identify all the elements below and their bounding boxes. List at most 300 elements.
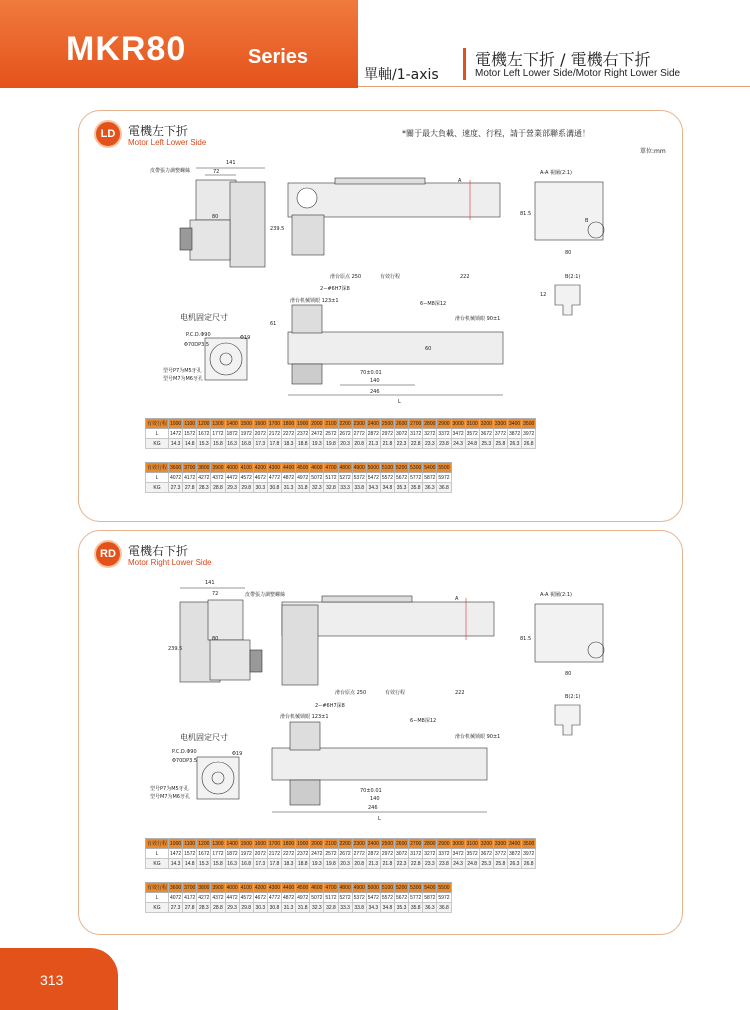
table-cell: 2000 <box>311 420 323 427</box>
table-cell: L <box>146 849 169 859</box>
dim-141: 141 <box>205 580 215 586</box>
table-cell: 有效行程 <box>146 883 169 893</box>
table-cell: 1672 <box>198 850 210 857</box>
label-model-p7: 型号P7为M5牙孔 <box>150 786 189 792</box>
table-cell: 29.3 <box>225 903 239 913</box>
table-cell: 17.8 <box>267 439 281 449</box>
table-cell: 33.8 <box>352 903 366 913</box>
table-cell: 1300 <box>212 420 224 427</box>
table-cell: 26.3 <box>508 439 522 449</box>
table-row <box>146 839 536 849</box>
table-cell: 2172 <box>268 430 281 437</box>
table-cell: 17.3 <box>253 859 267 869</box>
table-cell: 5872 <box>424 474 436 481</box>
dim-246: 246 <box>368 805 378 811</box>
table-cell: 3172 <box>410 850 422 857</box>
table-cell: 32.3 <box>310 483 324 493</box>
table-cell: 3300 <box>494 840 507 847</box>
table-cell: 4872 <box>283 474 295 481</box>
table-cell: 19.3 <box>310 439 324 449</box>
table-cell: 1600 <box>254 420 266 427</box>
table-cell: 27.3 <box>169 483 183 493</box>
table-cell: 5172 <box>325 474 337 481</box>
table-cell: 4172 <box>184 894 196 901</box>
table-cell: 4972 <box>297 474 309 481</box>
table-cell: 3400 <box>509 420 521 427</box>
table-row <box>146 463 452 473</box>
table-cell: 2472 <box>311 430 323 437</box>
table-cell: 36.3 <box>423 903 437 913</box>
table-cell: 4800 <box>339 464 351 471</box>
table-cell: 1300 <box>212 840 224 847</box>
dim-61: 61 <box>270 321 277 327</box>
label-d19: Φ19 <box>240 335 251 341</box>
table-cell: 2872 <box>367 430 379 437</box>
table-cell: 36.3 <box>423 483 437 493</box>
table-cell: 16.8 <box>239 859 253 869</box>
table-cell: 3772 <box>494 430 507 437</box>
dim-81-5: 81.5 <box>520 636 532 642</box>
table-cell: 3572 <box>466 850 478 857</box>
section-title-en: Motor Left Lower Side <box>128 138 207 147</box>
table-cell: 4772 <box>268 894 281 901</box>
table-cell: 4572 <box>240 894 252 901</box>
table-cell: 5672 <box>396 894 408 901</box>
table-cell: 2500 <box>381 840 394 847</box>
table-cell: 5400 <box>424 884 436 891</box>
dim-80: 80 <box>212 214 219 220</box>
table-cell: 21.3 <box>366 439 380 449</box>
table-cell: 33.3 <box>338 483 352 493</box>
table-cell: 1400 <box>226 840 238 847</box>
dim-72: 72 <box>212 591 219 597</box>
table-cell: 4272 <box>198 474 210 481</box>
table-cell: 4000 <box>226 884 238 891</box>
table-cell: 2372 <box>297 850 309 857</box>
table-cell: 14.3 <box>169 859 183 869</box>
label-b-view: B(2:1) <box>565 694 581 700</box>
table-cell: 有效行程 <box>146 839 169 849</box>
table-cell: 4700 <box>325 884 337 891</box>
table-cell: 19.3 <box>310 859 324 869</box>
label-screw-holes: 6−M8深12 <box>410 718 437 724</box>
dim-80b: 80 <box>565 671 572 677</box>
table-cell: 5772 <box>410 894 422 901</box>
dim-80b: 80 <box>565 250 572 256</box>
label-motor-mount: 电机固定尺寸 <box>180 313 228 322</box>
dim-141: 141 <box>226 160 236 166</box>
table-cell: 2400 <box>367 420 379 427</box>
table-cell: 3500 <box>523 840 535 847</box>
table-cell: 32.8 <box>324 483 338 493</box>
aa-section-view-rd <box>535 604 604 662</box>
table-cell: 4372 <box>212 474 224 481</box>
table-cell: 1200 <box>198 420 210 427</box>
label-motor-mount: 电机固定尺寸 <box>180 733 228 742</box>
table-cell: 2172 <box>268 850 281 857</box>
table-cell: 4500 <box>297 464 309 471</box>
label-pcd: P.C.D.Φ90 <box>172 749 197 755</box>
table-cell: 3272 <box>424 430 436 437</box>
table-cell: 15.8 <box>211 859 225 869</box>
table-cell: 27.8 <box>183 483 197 493</box>
table-cell: 5000 <box>367 464 379 471</box>
table-cell: 有效行程 <box>146 463 169 473</box>
table-cell: L <box>146 429 169 439</box>
table-cell: 1700 <box>268 840 281 847</box>
table-row <box>146 419 536 429</box>
table-cell: 3072 <box>396 430 408 437</box>
table-cell: 14.3 <box>169 439 183 449</box>
table-cell: 1200 <box>198 840 210 847</box>
table-cell: 4900 <box>353 884 365 891</box>
table-cell: 34.3 <box>366 483 380 493</box>
table-cell: 3772 <box>494 850 507 857</box>
table-cell: 4200 <box>254 884 266 891</box>
table-cell: 32.3 <box>310 903 324 913</box>
label-effective-stroke: 有效行程 <box>380 274 401 280</box>
table-cell: 22.8 <box>409 859 423 869</box>
table-cell: 36.8 <box>437 903 451 913</box>
table-cell: 2500 <box>381 420 394 427</box>
table-cell: 28.3 <box>197 903 211 913</box>
table-cell: 1000 <box>170 840 182 847</box>
label-slider-lock2: 滑台机械锁眼 90±1 <box>455 734 501 740</box>
table-cell: 1900 <box>297 420 309 427</box>
table-cell: 15.3 <box>197 859 211 869</box>
table-cell: 3200 <box>480 420 492 427</box>
table-cell: 31.3 <box>282 483 296 493</box>
section-title-cn: 電機右下折 <box>128 544 189 558</box>
table-cell: 5072 <box>311 894 323 901</box>
table-cell: 2800 <box>424 840 436 847</box>
table-cell: 5472 <box>367 474 379 481</box>
table-cell: 1472 <box>170 850 182 857</box>
axis-label: 單軸/1-axis <box>364 67 439 83</box>
table-cell: L <box>146 473 169 483</box>
table-cell: 3372 <box>438 850 450 857</box>
table-cell: 26.8 <box>522 439 536 449</box>
table-cell: 2072 <box>254 850 266 857</box>
dim-140: 140 <box>370 378 380 384</box>
table-cell: 4072 <box>170 894 182 901</box>
table-cell: 5100 <box>381 884 394 891</box>
label-model-p7: 型号P7为M5牙孔 <box>163 368 202 374</box>
page-number: 313 <box>40 972 64 988</box>
table-cell: L <box>146 893 169 903</box>
table-cell: 3172 <box>410 430 422 437</box>
table-cell: 36.8 <box>437 483 451 493</box>
table-cell: 4400 <box>283 464 295 471</box>
table-cell: 2472 <box>311 850 323 857</box>
spec-table-rd-1 <box>145 838 536 869</box>
table-cell: 2600 <box>396 840 408 847</box>
table-cell: 2700 <box>410 840 422 847</box>
table-cell: 19.8 <box>324 439 338 449</box>
table-cell: KG <box>146 483 169 493</box>
dim-81-5: 81.5 <box>520 211 532 217</box>
table-cell: 4272 <box>198 894 210 901</box>
label-belt-tension: 皮帶張力調整螺絲 <box>150 168 191 174</box>
table-cell: 1972 <box>240 850 252 857</box>
table-cell: 4372 <box>212 894 224 901</box>
table-cell: 3900 <box>212 464 224 471</box>
table-cell: 22.3 <box>395 859 409 869</box>
table-cell: 1400 <box>226 420 238 427</box>
table-cell: 2372 <box>297 430 309 437</box>
table-cell: 5100 <box>381 464 394 471</box>
table-cell: 3872 <box>509 430 521 437</box>
dim-60: 60 <box>425 346 432 352</box>
label-slider-lock: 滑台机械锁眼 123±1 <box>280 714 329 720</box>
table-cell: 3100 <box>466 420 478 427</box>
model-title: MKR80 <box>66 30 187 68</box>
label-aa-view: A-A 視圖(2:1) <box>540 592 572 598</box>
label-70dp: Φ70DP3.5 <box>172 758 198 764</box>
series-label: Series <box>248 46 309 68</box>
table-cell: 3600 <box>170 464 182 471</box>
table-cell: 3972 <box>523 430 535 437</box>
spec-table-ld-1 <box>145 418 536 449</box>
table-cell: 2200 <box>339 840 351 847</box>
table-cell: 35.3 <box>395 483 409 493</box>
table-row <box>146 483 452 493</box>
table-cell: 2000 <box>311 840 323 847</box>
table-cell: 27.3 <box>169 903 183 913</box>
table-cell: 4100 <box>240 884 252 891</box>
label-slider-origin: 滑台原点 250 <box>330 274 362 280</box>
table-cell: 20.8 <box>352 859 366 869</box>
label-model-m7: 型号M7为M6牙孔 <box>150 794 190 800</box>
table-cell: 2572 <box>325 850 337 857</box>
table-cell: 4172 <box>184 474 196 481</box>
table-cell: 23.8 <box>437 859 451 869</box>
section-mark-a: A <box>458 178 462 184</box>
table-cell: 15.3 <box>197 439 211 449</box>
table-cell: 3700 <box>184 464 196 471</box>
table-cell: 4472 <box>226 894 238 901</box>
table-cell: 35.8 <box>409 483 423 493</box>
table-cell: 14.8 <box>183 439 197 449</box>
table-row <box>146 473 452 483</box>
table-row <box>146 883 452 893</box>
table-cell: 3900 <box>212 884 224 891</box>
table-cell: 20.3 <box>338 439 352 449</box>
spec-table-rd-2 <box>145 882 452 913</box>
label-effective-stroke: 有效行程 <box>385 690 406 696</box>
dim-140: 140 <box>370 796 380 802</box>
table-cell: 24.3 <box>451 439 465 449</box>
table-cell: 1972 <box>240 430 252 437</box>
table-cell: 28.8 <box>211 903 225 913</box>
table-cell: 5072 <box>311 474 323 481</box>
table-cell: 5972 <box>438 474 450 481</box>
table-cell: 4900 <box>353 464 365 471</box>
table-cell: 3600 <box>170 884 182 891</box>
dim-L: L <box>378 816 381 822</box>
table-cell: 4300 <box>268 464 281 471</box>
dim-L: L <box>398 399 401 405</box>
table-cell: 28.3 <box>197 483 211 493</box>
dim-70: 70±0.01 <box>360 788 382 794</box>
table-cell: 30.3 <box>253 903 267 913</box>
table-cell: 4072 <box>170 474 182 481</box>
table-cell: 30.3 <box>253 483 267 493</box>
table-cell: 3972 <box>523 850 535 857</box>
table-cell: 3672 <box>480 430 492 437</box>
table-row <box>146 859 536 869</box>
table-cell: 2972 <box>381 850 394 857</box>
table-cell: 3400 <box>509 840 521 847</box>
table-cell: 有效行程 <box>146 419 169 429</box>
label-pin-hole: 2−#6H7深8 <box>320 286 350 292</box>
table-row <box>146 439 536 449</box>
label-belt-tension: 皮帶張力調整螺絲 <box>245 592 286 598</box>
dim-80: 80 <box>212 636 219 642</box>
table-cell: 3572 <box>466 430 478 437</box>
table-cell: 4572 <box>240 474 252 481</box>
table-cell: 1472 <box>170 430 182 437</box>
table-cell: 22.8 <box>409 439 423 449</box>
label-slider-lock2: 滑台机械锁眼 90±1 <box>455 316 501 322</box>
table-cell: 3800 <box>198 464 210 471</box>
table-cell: 1772 <box>212 850 224 857</box>
table-cell: 28.8 <box>211 483 225 493</box>
table-cell: 2672 <box>339 430 351 437</box>
table-cell: 1872 <box>226 430 238 437</box>
table-cell: 3472 <box>452 850 464 857</box>
label-pin-hole: 2−#6H7深8 <box>315 703 345 709</box>
dim-222: 222 <box>455 690 465 696</box>
table-cell: 33.3 <box>338 903 352 913</box>
table-cell: 5400 <box>424 464 436 471</box>
table-cell: 1872 <box>226 850 238 857</box>
table-cell: 5172 <box>325 894 337 901</box>
table-cell: 33.8 <box>352 483 366 493</box>
table-cell: 3500 <box>523 420 535 427</box>
table-cell: 4772 <box>268 474 281 481</box>
table-cell: 18.8 <box>296 859 310 869</box>
table-cell: 2100 <box>325 840 337 847</box>
table-cell: 4100 <box>240 464 252 471</box>
table-cell: 15.8 <box>211 439 225 449</box>
table-cell: 4200 <box>254 464 266 471</box>
actuator-top-view-rd <box>282 596 494 685</box>
load-note: *關于最大負載、速度、行程，請于營業部聯系溝通！ <box>402 129 590 138</box>
table-cell: 23.8 <box>437 439 451 449</box>
table-cell: 1600 <box>254 840 266 847</box>
table-cell: 2700 <box>410 420 422 427</box>
dim-222: 222 <box>460 274 470 280</box>
table-cell: 20.3 <box>338 859 352 869</box>
table-cell: 18.3 <box>282 439 296 449</box>
table-row <box>146 893 452 903</box>
label-model-m7: 型号M7为M6牙孔 <box>163 376 203 382</box>
table-cell: 3072 <box>396 850 408 857</box>
table-cell: 1900 <box>297 840 309 847</box>
table-cell: 3372 <box>438 430 450 437</box>
table-row <box>146 849 536 859</box>
table-cell: 3100 <box>466 840 478 847</box>
table-cell: 3300 <box>494 420 507 427</box>
table-cell: 4600 <box>311 464 323 471</box>
table-cell: 31.3 <box>282 903 296 913</box>
spec-table-ld-2 <box>145 462 452 493</box>
table-cell: 4600 <box>311 884 323 891</box>
table-cell: 2900 <box>438 420 450 427</box>
section-mark-a: A <box>455 596 459 602</box>
table-cell: 2800 <box>424 420 436 427</box>
table-cell: 1800 <box>283 840 295 847</box>
table-cell: 1500 <box>240 840 252 847</box>
table-cell: 5200 <box>396 464 408 471</box>
table-cell: 31.8 <box>296 903 310 913</box>
table-cell: 2272 <box>283 850 295 857</box>
table-cell: 4972 <box>297 894 309 901</box>
table-cell: 24.8 <box>465 859 479 869</box>
table-cell: 35.3 <box>395 903 409 913</box>
table-cell: 2872 <box>367 850 379 857</box>
section-title-en: Motor Right Lower Side <box>128 558 212 567</box>
table-cell: 24.8 <box>465 439 479 449</box>
table-cell: 16.3 <box>225 859 239 869</box>
table-cell: 1000 <box>170 420 182 427</box>
table-cell: 5300 <box>410 884 422 891</box>
table-cell: 31.8 <box>296 483 310 493</box>
table-cell: 2772 <box>353 850 365 857</box>
table-cell: 3672 <box>480 850 492 857</box>
table-cell: 21.8 <box>380 859 394 869</box>
dim-239-5: 239.5 <box>270 226 285 232</box>
table-cell: 4500 <box>297 884 309 891</box>
table-cell: 2272 <box>283 430 295 437</box>
table-cell: 3200 <box>480 840 492 847</box>
table-cell: 3700 <box>184 884 196 891</box>
table-cell: 2300 <box>353 840 365 847</box>
dim-70: 70±0.01 <box>360 370 382 376</box>
label-d19: Φ19 <box>232 751 243 757</box>
table-cell: 30.8 <box>267 903 281 913</box>
table-cell: 23.3 <box>423 439 437 449</box>
table-cell: 1772 <box>212 430 224 437</box>
table-cell: 19.8 <box>324 859 338 869</box>
table-cell: 3800 <box>198 884 210 891</box>
table-cell: 2072 <box>254 430 266 437</box>
table-row <box>146 429 536 439</box>
table-cell: 25.8 <box>493 439 507 449</box>
label-pcd: P.C.D.Φ90 <box>186 332 211 338</box>
page-title-cn: 電機左下折 / 電機右下折 <box>475 50 651 69</box>
b-detail-view-rd <box>555 705 580 735</box>
table-cell: 4800 <box>339 884 351 891</box>
table-cell: 2672 <box>339 850 351 857</box>
table-cell: 16.3 <box>225 439 239 449</box>
table-cell: 5572 <box>381 474 394 481</box>
table-cell: 34.8 <box>380 483 394 493</box>
unit-label: 單位:mm <box>640 148 666 155</box>
dim-239-5: 239.5 <box>168 646 183 652</box>
table-cell: 5372 <box>353 474 365 481</box>
table-cell: 18.8 <box>296 439 310 449</box>
table-cell: 5500 <box>438 884 450 891</box>
table-cell: 5200 <box>396 884 408 891</box>
table-cell: 4872 <box>283 894 295 901</box>
table-cell: 34.3 <box>366 903 380 913</box>
table-cell: 4300 <box>268 884 281 891</box>
table-cell: 5300 <box>410 464 422 471</box>
table-cell: 1100 <box>184 420 196 427</box>
table-cell: 4472 <box>226 474 238 481</box>
